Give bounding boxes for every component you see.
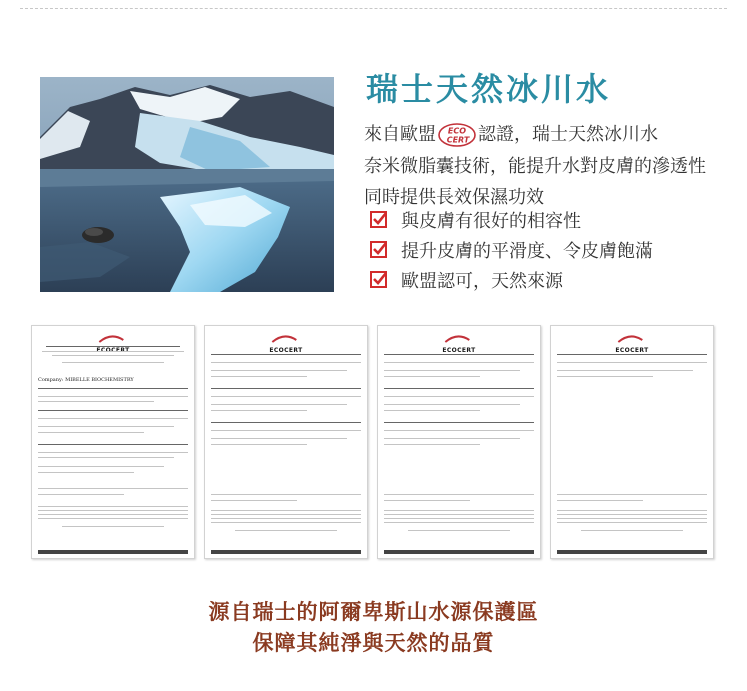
description-line-3: 同時提供長效保濕功效 xyxy=(364,187,544,208)
top-divider xyxy=(20,8,727,9)
checklist-item-label: 歐盟認可，天然來源 xyxy=(401,270,563,292)
tagline-line-2: 保障其純淨與天然的品質 xyxy=(252,631,495,655)
check-icon xyxy=(370,211,387,228)
description-line-2: 奈米微脂囊技術，能提升水對皮膚的滲透性 xyxy=(364,156,706,177)
checklist-item xyxy=(370,235,653,264)
certificate-documents xyxy=(31,325,721,557)
checklist-item-label: 與皮膚有很好的相容性 xyxy=(401,210,581,232)
check-icon xyxy=(370,271,387,288)
checklist-item-label: 提升皮膚的平滑度、令皮膚飽滿 xyxy=(401,240,653,262)
glacier-photo xyxy=(40,77,334,292)
ecocert-certificate-logo xyxy=(269,329,302,354)
ecocert-certificate-logo xyxy=(442,329,475,354)
headline: 瑞士天然冰川水 xyxy=(366,70,612,108)
ecocert-certificate-logo-text: ECOCERT xyxy=(442,347,476,354)
ecocert-logo-bottom: CERT xyxy=(446,135,470,145)
certificate-page-1 xyxy=(31,325,195,559)
tagline-line-1: 源自瑞士的阿爾卑斯山水源保護區 xyxy=(208,600,539,624)
certificate-company: Company: MIBELLE BIOCHEMISTRY xyxy=(38,377,134,383)
check-icon xyxy=(370,241,387,258)
description-line-1-start: 來自歐盟 xyxy=(364,124,436,145)
ecocert-certificate-logo xyxy=(615,329,648,354)
ecocert-logo-top: ECO xyxy=(447,126,467,136)
ecocert-certificate-logo-text: ECOCERT xyxy=(269,347,303,354)
ecocert-logo xyxy=(437,122,477,148)
description-line-1-end: 認證，瑞士天然冰川水 xyxy=(478,124,658,145)
ecocert-certificate-logo-text: ECOCERT xyxy=(615,347,649,354)
checklist-item xyxy=(370,205,653,234)
certificate-page-2 xyxy=(204,325,368,559)
certificate-page-4 xyxy=(550,325,714,559)
checklist-item xyxy=(370,265,653,294)
feature-checklist xyxy=(370,205,653,295)
certificate-page-3 xyxy=(377,325,541,559)
description-line-1 xyxy=(364,122,736,148)
